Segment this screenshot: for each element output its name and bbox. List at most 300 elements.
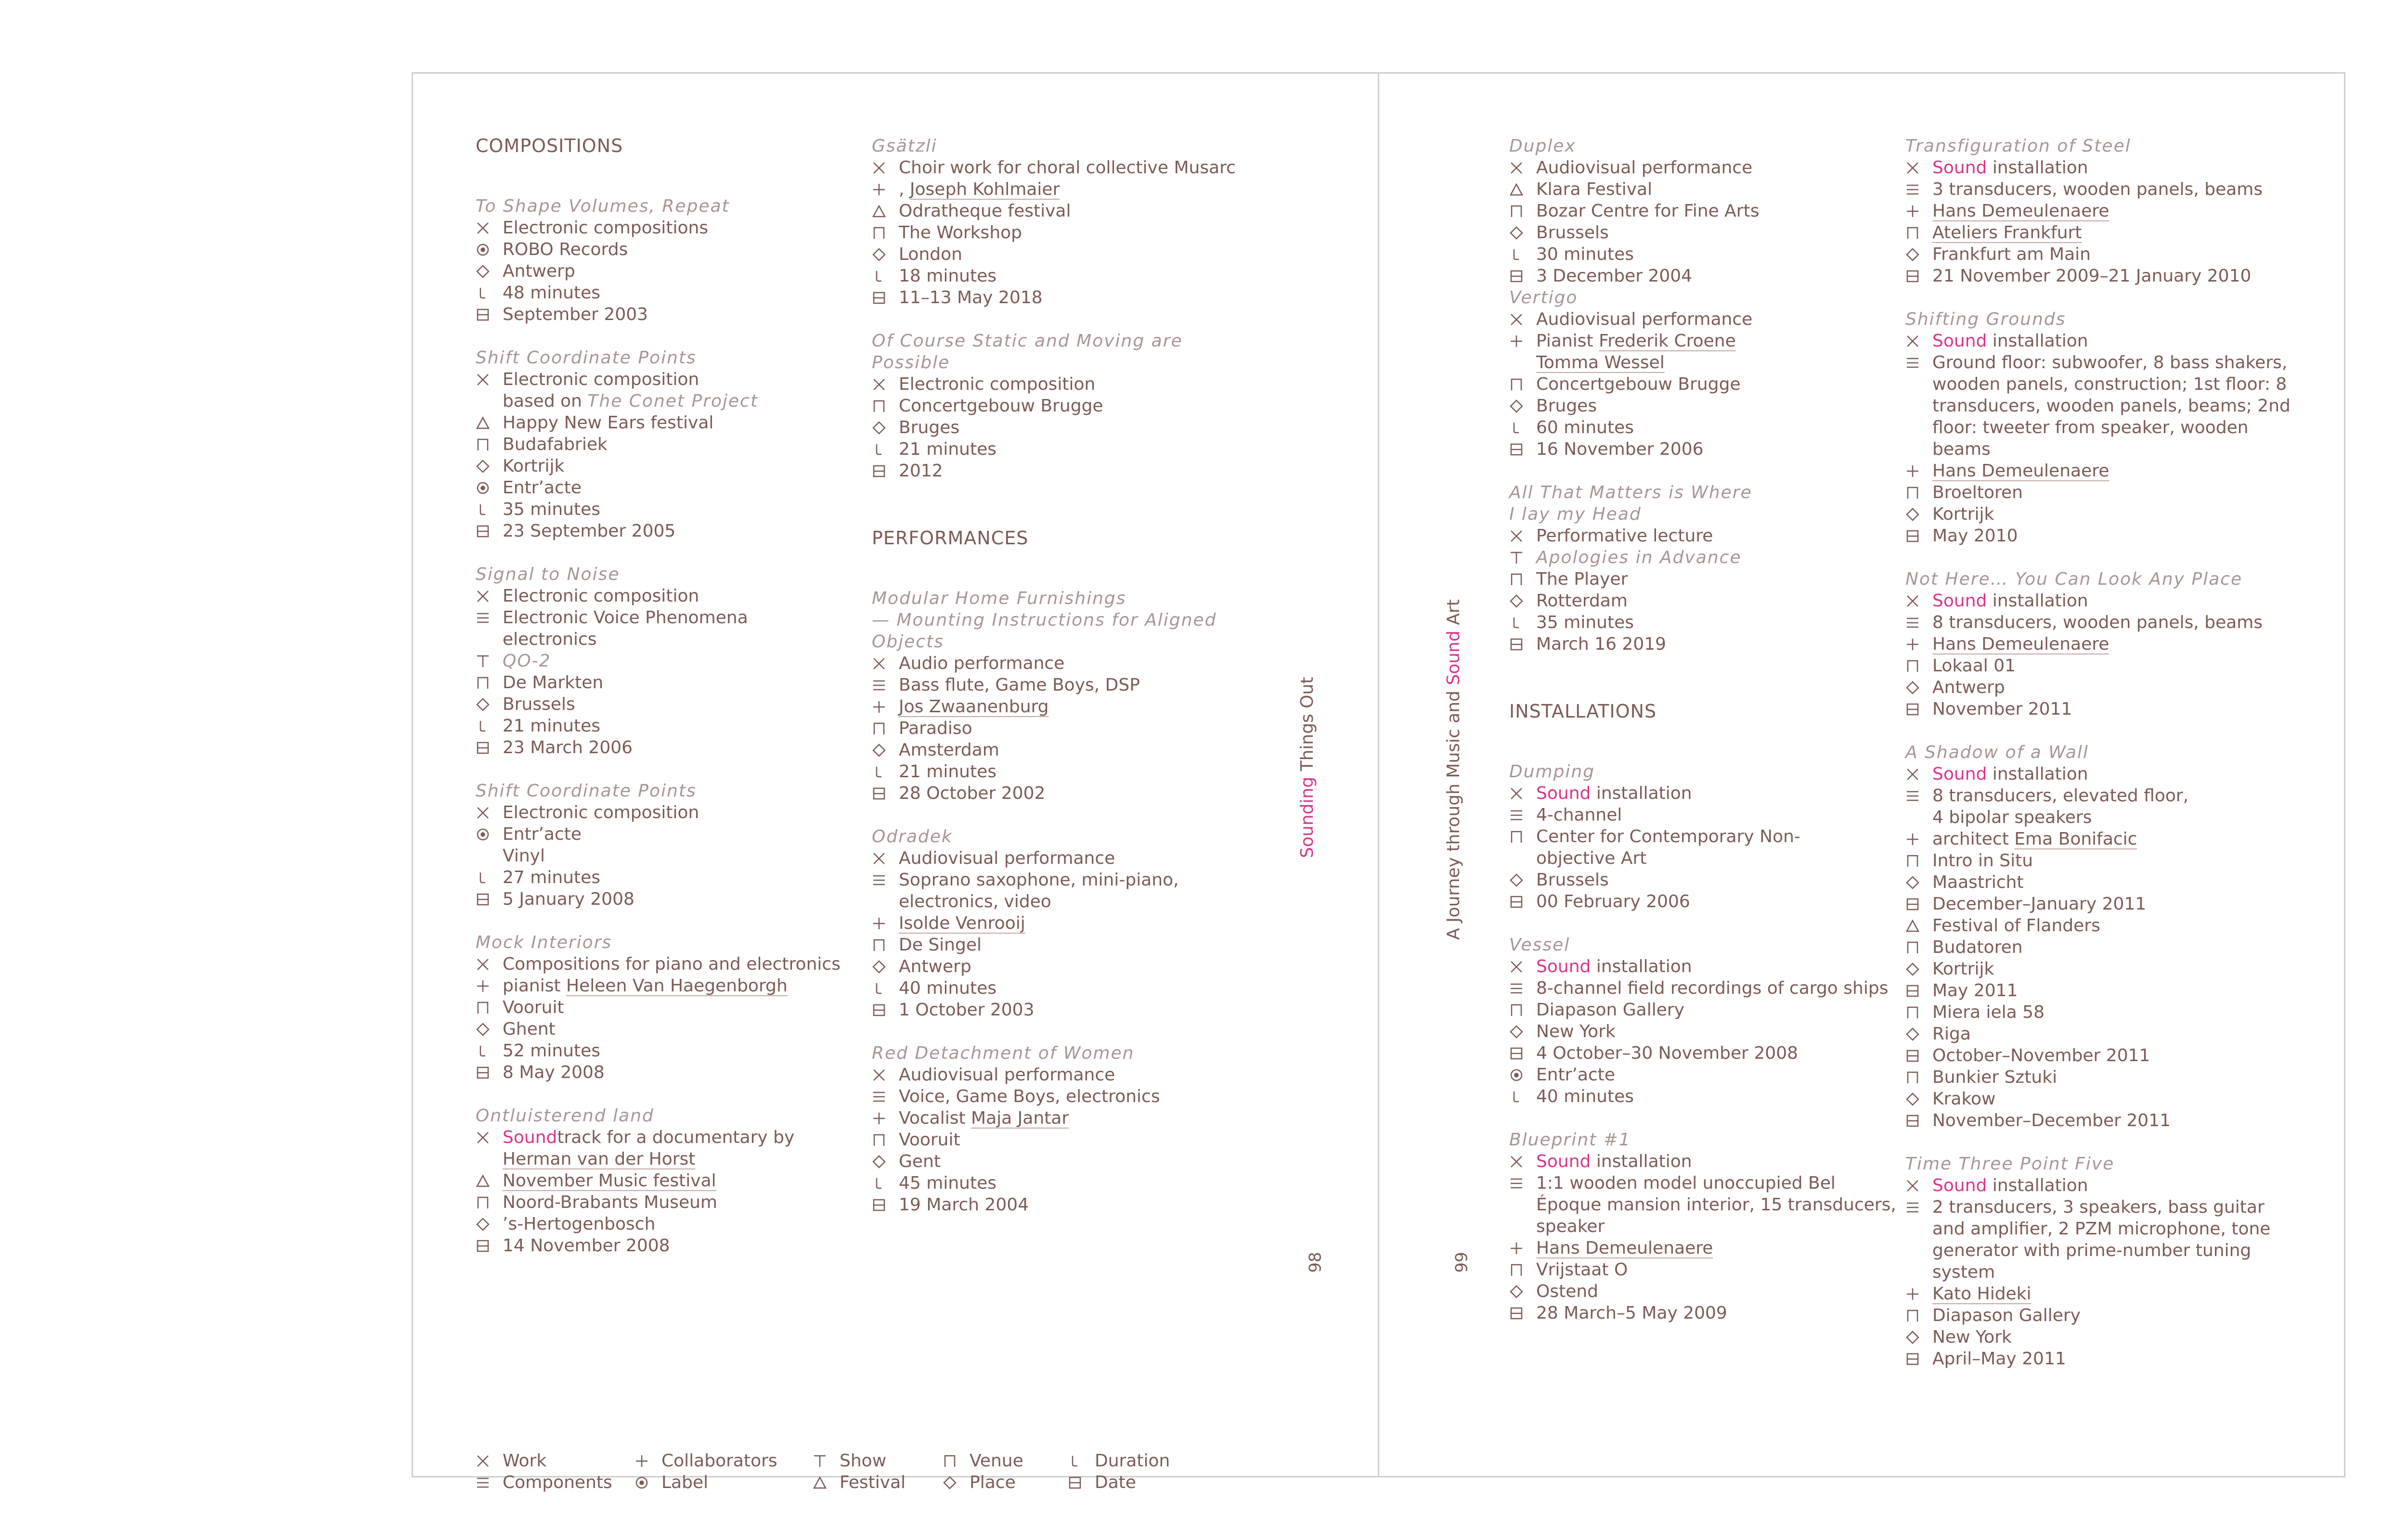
entry-detail: Diapason Gallery xyxy=(1509,999,1894,1021)
entry xyxy=(476,564,861,758)
spine-title-left: Sounding Things Out xyxy=(1297,677,1317,858)
duration-icon xyxy=(872,765,899,779)
date-icon xyxy=(1509,269,1536,283)
legend-group-3 xyxy=(813,1450,938,1493)
entry-detail: Époque mansion interior, 15 transducers, xyxy=(1536,1195,1896,1215)
entry-detail: Gent xyxy=(872,1151,1267,1172)
entry-detail: Sound installation xyxy=(1509,1151,1894,1172)
legend-festival: Festival xyxy=(813,1472,938,1493)
place-icon xyxy=(872,1155,899,1169)
entry-detail: Electronic composition xyxy=(476,585,861,607)
duration-icon xyxy=(476,871,503,885)
entry-detail: Festival of Flanders xyxy=(1905,915,2291,937)
entry-detail: Vinyl xyxy=(503,846,545,866)
components-icon xyxy=(1509,1176,1536,1191)
entry-detail: 52 minutes xyxy=(476,1040,861,1062)
components-icon xyxy=(1905,356,1932,370)
components-icon xyxy=(476,1476,503,1490)
entry xyxy=(476,1105,861,1257)
entry xyxy=(1905,135,2291,287)
entry-title: Odradek xyxy=(872,827,953,847)
entry xyxy=(872,826,1267,1021)
label-icon xyxy=(634,1476,661,1490)
venue-icon xyxy=(1509,377,1536,392)
show-icon xyxy=(476,654,503,668)
entry-detail: transducers, wooden panels, beams; 2nd xyxy=(1932,396,2291,416)
entry-title: Mock Interiors xyxy=(476,933,612,952)
entry-detail: 8-channel field recordings of cargo ships xyxy=(1509,977,1894,999)
place-icon xyxy=(476,1022,503,1037)
x-icon xyxy=(476,589,503,603)
date-icon xyxy=(476,741,503,755)
entry-detail: 8 May 2008 xyxy=(476,1062,861,1083)
compositions-column-2 xyxy=(872,135,1267,1237)
entry-title: Ontluisterend land xyxy=(476,1106,654,1126)
entry-detail: 40 minutes xyxy=(872,977,1267,999)
entry-detail: speaker xyxy=(1536,1217,1605,1236)
venue-icon xyxy=(872,938,899,952)
entry-detail: Sound installation xyxy=(1905,590,2291,612)
entry-detail: Entr’acte xyxy=(1509,1064,1894,1086)
components-icon xyxy=(872,1090,899,1104)
x-icon xyxy=(1905,767,1932,782)
entry-detail: system xyxy=(1932,1262,1995,1282)
place-icon xyxy=(476,264,503,279)
plus-icon xyxy=(872,182,899,197)
entry-title: Possible xyxy=(872,353,950,372)
venue-icon xyxy=(1905,659,1932,673)
legend-group-5 xyxy=(1068,1450,1203,1493)
plus-icon xyxy=(1509,1241,1536,1256)
show-icon xyxy=(1509,551,1536,565)
entry xyxy=(1905,568,2291,720)
entry-detail: Ostend xyxy=(1509,1281,1894,1302)
entry-detail: Krakow xyxy=(1905,1088,2291,1110)
installations-column-2 xyxy=(1905,135,2291,1391)
x-icon xyxy=(872,851,899,866)
x-icon xyxy=(1905,334,1932,348)
venue-icon xyxy=(872,1133,899,1147)
place-icon xyxy=(1509,226,1536,240)
entry-detail: 1:1 wooden model unoccupied Bel xyxy=(1509,1172,1894,1194)
entry-detail: Hans Demeulenaere xyxy=(1905,200,2291,222)
entry-title: Signal to Noise xyxy=(476,565,620,584)
entry-detail: May 2011 xyxy=(1905,980,2291,1001)
date-icon xyxy=(1905,1352,1932,1366)
entry xyxy=(1905,308,2291,547)
entry-detail: Entr’acte xyxy=(476,823,861,845)
entry-detail: April–May 2011 xyxy=(1905,1348,2291,1370)
date-icon xyxy=(1905,529,1932,543)
entry-detail: 2 transducers, 3 speakers, bass guitar xyxy=(1905,1196,2291,1218)
entry-detail: September 2003 xyxy=(476,304,861,325)
entry-detail: 11–13 May 2018 xyxy=(872,287,1267,308)
x-icon xyxy=(476,1130,503,1145)
entry-detail: Choir work for choral collective Musarc xyxy=(872,157,1267,179)
plus-icon xyxy=(872,1111,899,1126)
entry-detail: Concertgebouw Brugge xyxy=(872,395,1267,417)
entry-detail: Electronic composition xyxy=(872,373,1267,395)
entry-title: I lay my Head xyxy=(1509,504,1642,524)
entry-detail: electronics xyxy=(503,629,597,649)
entry-detail: 4 bipolar speakers xyxy=(1932,808,2092,827)
entry-detail: 35 minutes xyxy=(1509,612,1894,633)
work-icon xyxy=(476,1454,503,1468)
date-icon xyxy=(476,1065,503,1080)
entry-detail: 28 March–5 May 2009 xyxy=(1509,1302,1894,1324)
x-icon xyxy=(1509,161,1536,175)
entry-detail: Happy New Ears festival xyxy=(476,412,861,434)
legend-group-1 xyxy=(476,1450,634,1493)
duration-icon xyxy=(1509,616,1536,630)
x-icon xyxy=(1905,161,1932,175)
entry-detail: Antwerp xyxy=(476,260,861,282)
entry-detail: Audiovisual performance xyxy=(872,847,1267,869)
plus-icon xyxy=(872,700,899,714)
performances-heading: PERFORMANCES xyxy=(872,527,1029,549)
entry-detail: Soundtrack for a documentary by xyxy=(476,1127,861,1148)
entry-detail: architect Ema Bonifacic xyxy=(1905,828,2291,850)
entry-detail: Ghent xyxy=(476,1018,861,1040)
duration-icon xyxy=(476,719,503,733)
entry-detail: Riga xyxy=(1905,1023,2291,1045)
date-icon xyxy=(476,1239,503,1253)
x-icon xyxy=(476,221,503,235)
entry-detail: The Player xyxy=(1509,568,1894,590)
place-icon xyxy=(1905,1027,1932,1041)
date-icon xyxy=(1509,1306,1536,1321)
entry-detail: Audio performance xyxy=(872,653,1267,674)
entry-detail: Odratheque festival xyxy=(872,200,1267,222)
entry-detail: 00 February 2006 xyxy=(1509,891,1894,912)
entry-detail: 30 minutes xyxy=(1509,244,1894,265)
place-icon xyxy=(1905,247,1932,262)
entry-title: Vertigo xyxy=(1509,288,1578,308)
entry-detail: 4 October–30 November 2008 xyxy=(1509,1042,1894,1064)
entry-detail: 45 minutes xyxy=(872,1172,1267,1194)
entry-detail: 8 transducers, wooden panels, beams xyxy=(1905,612,2291,633)
entry-detail: Hans Demeulenaere xyxy=(1905,633,2291,655)
x-icon xyxy=(872,377,899,392)
x-icon xyxy=(1509,529,1536,543)
entry xyxy=(1905,1153,2291,1370)
entry-title: Time Three Point Five xyxy=(1905,1154,2115,1174)
date-icon xyxy=(1905,269,1932,283)
venue-icon xyxy=(1905,486,1932,500)
entry-detail: 28 October 2002 xyxy=(872,783,1267,804)
entry-detail: objective Art xyxy=(1536,848,1647,868)
entry-detail: 23 March 2006 xyxy=(476,737,861,758)
entry-detail: Brussels xyxy=(476,693,861,715)
entry-title: Transfiguration of Steel xyxy=(1905,136,2131,156)
entry-detail: 21 minutes xyxy=(872,761,1267,783)
installations-column xyxy=(1509,135,1894,1346)
entry-title: Shift Coordinate Points xyxy=(476,781,697,801)
place-icon xyxy=(872,421,899,435)
duration-icon xyxy=(872,269,899,283)
entry-detail: Ateliers Frankfurt xyxy=(1905,222,2291,244)
entry-title: Dumping xyxy=(1509,762,1595,782)
entry-detail: Ground floor: subwoofer, 8 bass shakers, xyxy=(1905,352,2291,373)
entry-detail: 8 transducers, elevated floor, xyxy=(1905,785,2291,807)
entry xyxy=(476,195,861,325)
date-icon xyxy=(872,291,899,305)
entry-detail: Sound installation xyxy=(1509,956,1894,977)
entry xyxy=(1509,482,1894,655)
venue-icon xyxy=(1509,830,1536,844)
entry-detail: Kato Hideki xyxy=(1905,1283,2291,1305)
entry-detail: Compositions for piano and electronics xyxy=(476,953,861,975)
place-icon xyxy=(1905,1092,1932,1106)
entry xyxy=(1509,135,1894,287)
entry-detail: , Joseph Kohlmaier xyxy=(872,179,1267,200)
place-icon xyxy=(476,459,503,474)
x-icon xyxy=(1509,960,1536,974)
components-icon xyxy=(1905,789,1932,803)
entry-detail: Paradiso xyxy=(872,718,1267,739)
entry-detail: Hans Demeulenaere xyxy=(1509,1237,1894,1259)
legend-venue: Venue xyxy=(943,1450,1063,1472)
x-icon xyxy=(1509,1155,1536,1169)
place-icon xyxy=(1905,507,1932,522)
x-icon xyxy=(872,161,899,175)
components-icon xyxy=(1905,616,1932,630)
entry-detail: Electronic composition xyxy=(476,802,861,823)
x-icon xyxy=(1509,312,1536,327)
entry-title: Modular Home Furnishings xyxy=(872,589,1126,608)
entry xyxy=(872,330,1267,482)
entry-title: Shift Coordinate Points xyxy=(476,348,697,368)
date-icon xyxy=(1905,897,1932,911)
entry-detail: 3 December 2004 xyxy=(1509,265,1894,287)
entry-detail: 40 minutes xyxy=(1509,1086,1894,1107)
entry-title: Vessel xyxy=(1509,935,1570,955)
date-icon xyxy=(1905,702,1932,717)
entry-detail: Bass flute, Game Boys, DSP xyxy=(872,674,1267,696)
festival-icon xyxy=(872,204,899,218)
place-icon xyxy=(476,697,503,712)
x-icon xyxy=(476,957,503,972)
entry-detail: Bozar Centre for Fine Arts xyxy=(1509,200,1894,222)
show-icon xyxy=(813,1454,840,1468)
entry-detail: beams xyxy=(1932,439,1991,459)
duration-icon xyxy=(1509,1090,1536,1104)
venue-icon xyxy=(872,399,899,413)
entry-detail: 3 transducers, wooden panels, beams xyxy=(1905,179,2291,200)
entry xyxy=(1905,742,2291,1131)
entry-detail: Electronic compositions xyxy=(476,217,861,239)
date-icon xyxy=(1905,1114,1932,1128)
venue-icon xyxy=(1509,204,1536,218)
legend-date: Date xyxy=(1068,1472,1203,1493)
entry-detail: 21 minutes xyxy=(476,715,861,737)
page-number-right: 99 xyxy=(1452,1252,1472,1273)
duration-icon xyxy=(872,442,899,457)
entry-detail: Bruges xyxy=(872,417,1267,438)
x-icon xyxy=(872,1068,899,1082)
entry-detail: 1 October 2003 xyxy=(872,999,1267,1021)
entry-title: Red Detachment of Women xyxy=(872,1043,1135,1063)
place-icon xyxy=(1905,1330,1932,1345)
label-icon xyxy=(476,481,503,495)
venue-icon xyxy=(872,226,899,240)
venue-icon xyxy=(872,721,899,736)
entry-detail: 21 November 2009–21 January 2010 xyxy=(1905,265,2291,287)
entry-detail: Amsterdam xyxy=(872,739,1267,761)
x-icon xyxy=(476,372,503,387)
entry-detail: Isolde Venrooij xyxy=(872,912,1267,934)
entry xyxy=(872,135,1267,308)
place-icon xyxy=(872,247,899,262)
place-icon xyxy=(476,1217,503,1232)
x-icon xyxy=(1509,786,1536,801)
date-icon xyxy=(1905,1049,1932,1063)
components-icon xyxy=(1905,182,1932,197)
legend-work: Work xyxy=(476,1450,634,1472)
festival-icon xyxy=(1509,182,1536,197)
x-icon xyxy=(1905,594,1932,608)
duration-icon xyxy=(1509,421,1536,435)
entry-detail: December–January 2011 xyxy=(1905,893,2291,915)
entry-detail: and amplifier, 2 PZM microphone, tone xyxy=(1932,1219,2271,1239)
plus-icon xyxy=(872,916,899,931)
plus-icon xyxy=(476,979,503,993)
entry-detail: Bruges xyxy=(1509,395,1894,417)
legend-components: Components xyxy=(476,1472,634,1493)
plus-icon xyxy=(1509,334,1536,348)
x-icon xyxy=(1905,1179,1932,1193)
venue-icon xyxy=(476,437,503,452)
entry-detail: Antwerp xyxy=(1905,677,2291,698)
entry-detail: 18 minutes xyxy=(872,265,1267,287)
entry-detail: based on The Conet Project xyxy=(503,391,759,411)
duration-icon xyxy=(872,1176,899,1191)
venue-icon xyxy=(1905,1309,1932,1323)
entry-detail: London xyxy=(872,244,1267,265)
date-icon xyxy=(872,1198,899,1212)
label-icon xyxy=(476,243,503,257)
entry-title: — Mounting Instructions for Aligned xyxy=(872,610,1217,630)
entry-detail: 48 minutes xyxy=(476,282,861,304)
entry-detail: 4-channel xyxy=(1509,804,1894,826)
entry-detail: Bunkier Sztuki xyxy=(1905,1066,2291,1088)
entry-detail: generator with prime-number tuning xyxy=(1932,1241,2252,1260)
label-icon xyxy=(476,827,503,842)
entry-detail: Audiovisual performance xyxy=(1509,308,1894,330)
duration-icon xyxy=(476,502,503,517)
entry-title: Blueprint #1 xyxy=(1509,1130,1631,1150)
components-icon xyxy=(1905,1200,1932,1215)
entry-detail: Concertgebouw Brugge xyxy=(1509,373,1894,395)
entry-detail: pianist Heleen Van Haegenborgh xyxy=(476,975,861,997)
entry-detail: Budatoren xyxy=(1905,937,2291,958)
entry-title: To Shape Volumes, Repeat xyxy=(476,196,730,216)
duration-icon xyxy=(872,981,899,996)
entry-detail: Apologies in Advance xyxy=(1509,547,1894,568)
entry-detail: Vrijstaat O xyxy=(1509,1259,1894,1281)
place-icon xyxy=(1509,1284,1536,1299)
entry xyxy=(1509,934,1894,1107)
entry-detail: Herman van der Horst xyxy=(503,1149,696,1169)
place-icon xyxy=(872,960,899,974)
entry-detail: Sound installation xyxy=(1509,783,1894,804)
entry-detail: 2012 xyxy=(872,460,1267,482)
place-icon xyxy=(1509,399,1536,413)
venue-icon xyxy=(1509,572,1536,587)
entry xyxy=(1509,761,1894,912)
venue-icon xyxy=(1905,1070,1932,1085)
festival-icon xyxy=(813,1476,840,1490)
entry-detail: Vooruit xyxy=(476,997,861,1018)
place-icon xyxy=(872,743,899,757)
entry-detail: Brussels xyxy=(1509,869,1894,891)
date-icon xyxy=(476,892,503,907)
place-icon xyxy=(1905,875,1932,890)
festival-icon xyxy=(1905,919,1932,933)
place-icon xyxy=(1509,594,1536,608)
venue-icon xyxy=(1905,940,1932,955)
entry-detail: Noord-Brabants Museum xyxy=(476,1192,861,1213)
legend-group-4 xyxy=(943,1450,1063,1493)
entry-detail: Sound installation xyxy=(1905,330,2291,352)
page-number-left: 98 xyxy=(1306,1252,1325,1273)
venue-icon xyxy=(476,1195,503,1210)
entry-detail: Broeltoren xyxy=(1905,482,2291,503)
entry-detail: Miera iela 58 xyxy=(1905,1001,2291,1023)
entry xyxy=(476,780,861,910)
duration-icon xyxy=(476,1044,503,1058)
legend-collaborators: Collaborators xyxy=(634,1450,808,1472)
date-icon xyxy=(1509,1046,1536,1061)
place-icon xyxy=(943,1476,970,1490)
entry-detail: 19 March 2004 xyxy=(872,1194,1267,1216)
entry-detail: Sound installation xyxy=(1905,157,2291,179)
entry xyxy=(476,932,861,1083)
date-icon xyxy=(1905,984,1932,998)
entry-detail: 60 minutes xyxy=(1509,417,1894,438)
installations-heading: INSTALLATIONS xyxy=(1509,701,1657,722)
entry-detail: May 2010 xyxy=(1905,525,2291,547)
place-icon xyxy=(1509,1025,1536,1039)
entry-detail: electronics, video xyxy=(899,892,1051,911)
date-icon xyxy=(476,524,503,539)
entry-title: A Shadow of a Wall xyxy=(1905,743,2089,762)
entry-detail: Tomma Wessel xyxy=(1536,353,1665,372)
entry-detail: 27 minutes xyxy=(476,867,861,888)
entry-detail: Audiovisual performance xyxy=(1509,157,1894,179)
entry-detail: Rotterdam xyxy=(1509,590,1894,612)
date-icon xyxy=(476,308,503,322)
place-icon xyxy=(1905,680,1932,695)
entry-detail: Center for Contemporary Non- xyxy=(1509,826,1894,847)
entry-detail: Frankfurt am Main xyxy=(1905,244,2291,265)
entry xyxy=(1509,287,1894,460)
compositions-heading: COMPOSITIONS xyxy=(476,135,623,156)
entry-detail: 14 November 2008 xyxy=(476,1235,861,1257)
festival-icon xyxy=(476,1174,503,1188)
entry-detail: Diapason Gallery xyxy=(1905,1305,2291,1326)
entry-detail: November Music festival xyxy=(476,1170,861,1192)
legend-group-2 xyxy=(634,1450,808,1493)
entry-detail: Audiovisual performance xyxy=(872,1064,1267,1086)
place-icon xyxy=(1509,873,1536,887)
venue-icon xyxy=(1905,854,1932,868)
legend-place: Place xyxy=(943,1472,1063,1493)
entry-detail: Kortrijk xyxy=(476,455,861,477)
venue-icon xyxy=(1905,226,1932,240)
entry-detail: November–December 2011 xyxy=(1905,1110,2291,1131)
entry-detail: Klara Festival xyxy=(1509,179,1894,200)
